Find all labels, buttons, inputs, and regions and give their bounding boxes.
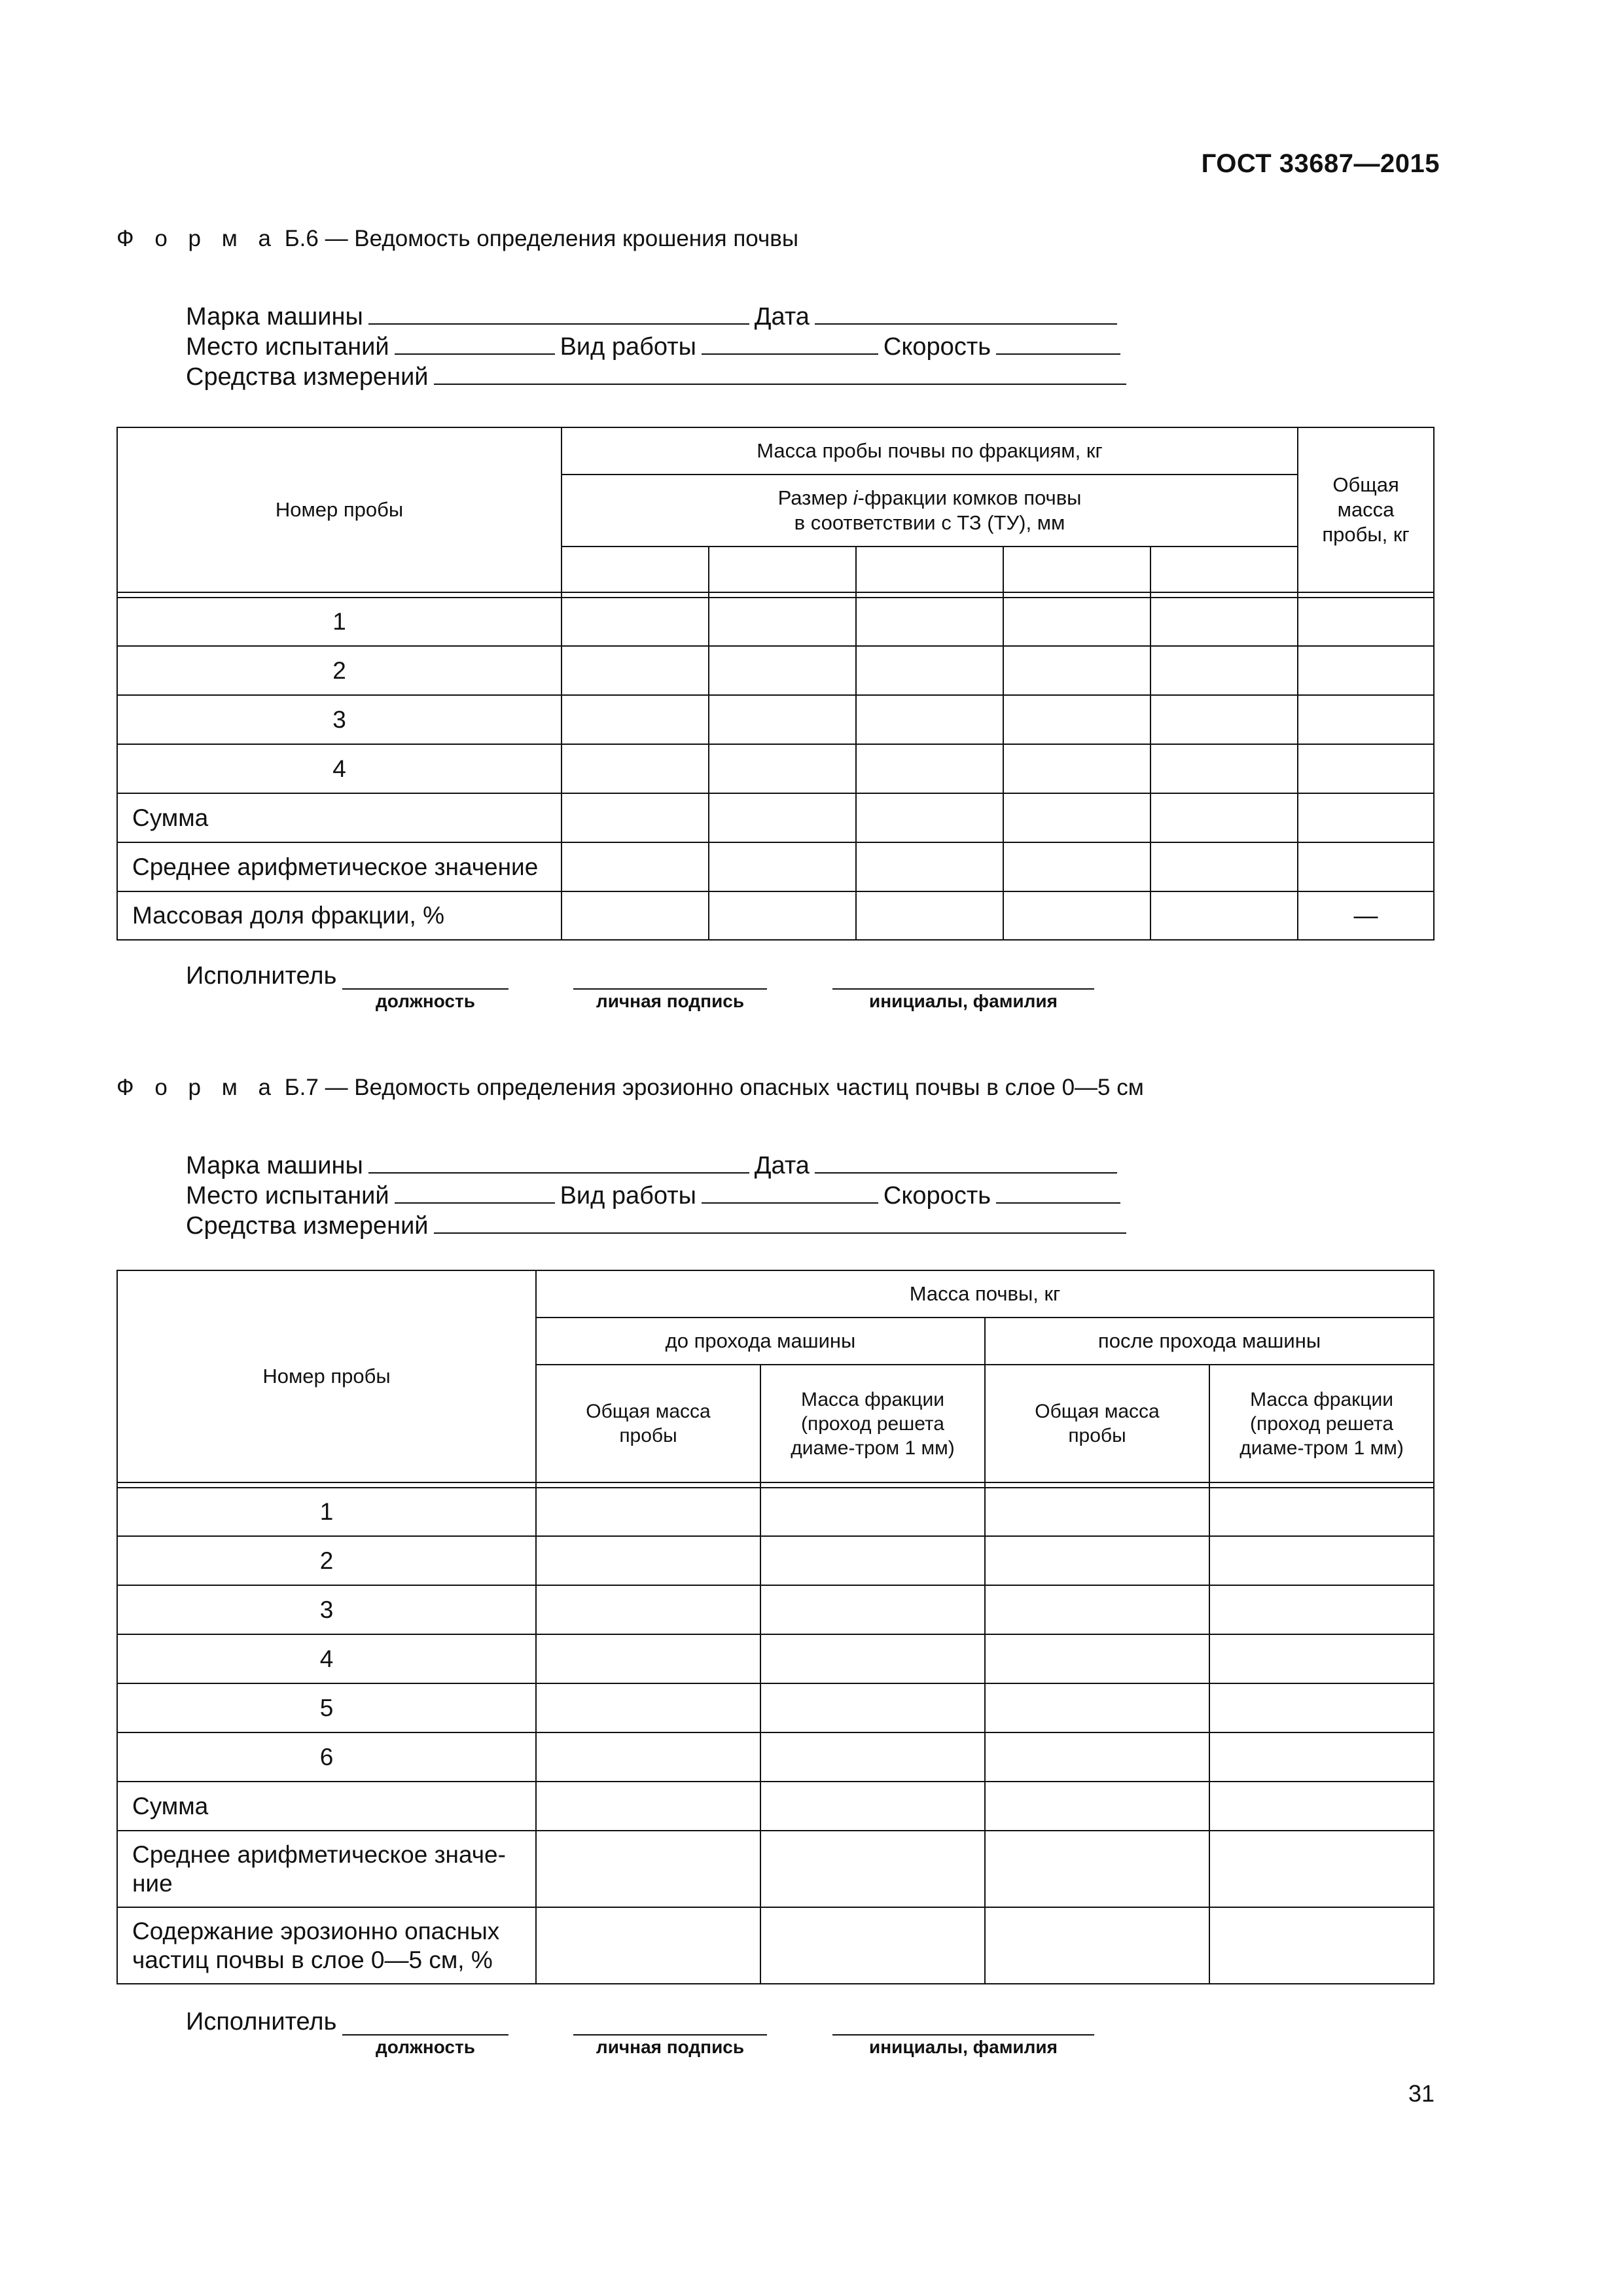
data-cell[interactable]	[1003, 646, 1150, 695]
position-line[interactable]	[342, 2033, 508, 2036]
data-cell[interactable]	[760, 1831, 985, 1907]
data-cell[interactable]	[760, 1782, 985, 1831]
data-cell[interactable]	[856, 842, 1003, 891]
row-label: Содержание эрозионно опасных частиц почвы в слое 0—5 см, %	[117, 1907, 536, 1984]
data-cell[interactable]	[1003, 891, 1150, 940]
data-cell[interactable]	[985, 1634, 1209, 1683]
data-cell[interactable]	[1209, 1488, 1434, 1536]
data-cell[interactable]	[536, 1831, 760, 1907]
executor-label: Исполнитель	[186, 2008, 337, 2036]
date-label: Дата	[754, 1152, 810, 1179]
work-label: Вид работы	[560, 1182, 696, 1210]
table-row	[117, 1907, 1434, 1984]
data-cell[interactable]	[1209, 1536, 1434, 1585]
data-cell[interactable]	[562, 695, 709, 744]
data-cell[interactable]	[1209, 1683, 1434, 1732]
place-input[interactable]	[395, 330, 555, 355]
sample-number-header: Номер пробы	[117, 427, 562, 592]
data-cell[interactable]	[1209, 1732, 1434, 1782]
form-b7-fields-row2	[186, 1179, 1126, 1211]
after-total-mass-header: Общая масса пробы	[985, 1365, 1209, 1482]
fraction-size-header: Размер i-фракции комков почвы в соответствии с ТЗ (ТУ), мм	[562, 475, 1298, 547]
data-cell[interactable]	[856, 891, 1003, 940]
data-cell[interactable]	[536, 1488, 760, 1536]
work-input[interactable]	[702, 1179, 878, 1204]
executor-label: Исполнитель	[186, 962, 337, 990]
data-cell[interactable]	[536, 1585, 760, 1634]
work-input[interactable]	[702, 330, 878, 355]
date-input[interactable]	[815, 300, 1117, 325]
data-cell[interactable]	[1003, 842, 1150, 891]
data-cell[interactable]	[1298, 744, 1434, 793]
data-cell[interactable]	[562, 744, 709, 793]
date-input[interactable]	[815, 1149, 1117, 1174]
data-cell[interactable]	[1209, 1831, 1434, 1907]
table-row	[117, 695, 1434, 744]
position-caption: должность	[376, 991, 475, 1011]
machine-input[interactable]	[368, 300, 749, 325]
row-label: 5	[117, 1683, 536, 1732]
table-row	[117, 793, 1434, 842]
data-cell[interactable]	[1150, 793, 1298, 842]
speed-label: Скорость	[883, 333, 991, 361]
machine-label: Марка машины	[186, 303, 363, 331]
signature-caption: личная подпись	[596, 991, 745, 1011]
data-cell[interactable]	[709, 646, 856, 695]
data-cell[interactable]	[1209, 1782, 1434, 1831]
data-cell[interactable]	[709, 842, 856, 891]
form-b6-prefix: Ф о р м а	[116, 226, 278, 251]
before-pass-header: до прохода машины	[536, 1318, 985, 1365]
data-cell[interactable]	[856, 695, 1003, 744]
data-cell[interactable]	[856, 646, 1003, 695]
form-b7-fields-row3	[186, 1209, 1132, 1241]
row-label: 1	[117, 1488, 536, 1536]
table-row	[117, 598, 1434, 646]
form-b7-prefix: Ф о р м а	[116, 1075, 278, 1100]
sample-number-header: Номер пробы	[117, 1270, 536, 1482]
speed-input[interactable]	[996, 1179, 1120, 1204]
table-row	[117, 1831, 1434, 1907]
data-cell[interactable]	[709, 598, 856, 646]
form-b7-title-text: Б.7 — Ведомость определения эрозионно опасных частиц почвы в слое 0—5 см	[277, 1075, 1144, 1100]
instruments-label: Средства измерений	[186, 1212, 429, 1240]
name-caption: инициалы, фамилия	[869, 2037, 1058, 2057]
data-cell[interactable]	[760, 1634, 985, 1683]
fraction-size-cell[interactable]	[562, 547, 709, 592]
machine-input[interactable]	[368, 1149, 749, 1174]
data-cell[interactable]	[562, 842, 709, 891]
standard-number: ГОСТ 33687—2015	[1201, 149, 1440, 178]
place-input[interactable]	[395, 1179, 555, 1204]
table-row	[117, 1732, 1434, 1782]
fraction-size-cell[interactable]	[709, 547, 856, 592]
name-line[interactable]	[832, 2033, 1094, 2036]
before-total-mass-header: Общая масса пробы	[536, 1365, 760, 1482]
before-fraction-mass-header: Масса фракции (проход решета диаме-тром 1 мм)	[760, 1365, 985, 1482]
data-cell[interactable]	[985, 1683, 1209, 1732]
data-cell[interactable]	[760, 1536, 985, 1585]
row-label: 2	[117, 646, 562, 695]
data-cell[interactable]	[536, 1732, 760, 1782]
date-label: Дата	[754, 303, 810, 331]
data-cell[interactable]	[1298, 842, 1434, 891]
data-cell[interactable]	[1003, 793, 1150, 842]
data-cell[interactable]	[709, 744, 856, 793]
page-number: 31	[1408, 2080, 1435, 2107]
data-cell[interactable]	[1209, 1585, 1434, 1634]
instruments-input[interactable]	[434, 1209, 1126, 1234]
row-label: 4	[117, 1634, 536, 1683]
table-row	[117, 744, 1434, 793]
form-b7-title	[116, 1075, 1144, 1101]
form-b6-table	[116, 427, 1435, 941]
fraction-size-cell[interactable]	[1150, 547, 1298, 592]
data-cell[interactable]	[1298, 646, 1434, 695]
data-cell[interactable]	[985, 1907, 1209, 1984]
data-cell[interactable]	[536, 1634, 760, 1683]
row-label: 3	[117, 695, 562, 744]
machine-label: Марка машины	[186, 1152, 363, 1179]
data-cell[interactable]	[856, 598, 1003, 646]
data-cell[interactable]	[1298, 793, 1434, 842]
row-label: 2	[117, 1536, 536, 1585]
data-cell[interactable]	[1150, 744, 1298, 793]
data-cell[interactable]	[1003, 744, 1150, 793]
form-b6-fields-row2	[186, 330, 1126, 362]
row-label: Сумма	[117, 1782, 536, 1831]
table-row	[117, 1782, 1434, 1831]
data-cell[interactable]	[562, 598, 709, 646]
data-cell[interactable]	[985, 1488, 1209, 1536]
work-label: Вид работы	[560, 333, 696, 361]
total-mass-header: Общая масса пробы, кг	[1298, 427, 1434, 592]
after-fraction-mass-header: Масса фракции (проход решета диаме-тром 1 мм)	[1209, 1365, 1434, 1482]
data-cell[interactable]	[1209, 1634, 1434, 1683]
data-cell[interactable]	[536, 1782, 760, 1831]
data-cell[interactable]	[856, 744, 1003, 793]
row-label: 6	[117, 1732, 536, 1782]
data-cell[interactable]	[760, 1683, 985, 1732]
data-cell[interactable]	[1150, 646, 1298, 695]
data-cell[interactable]	[985, 1831, 1209, 1907]
form-b6-fields-row1	[186, 300, 1122, 332]
data-cell[interactable]	[536, 1536, 760, 1585]
data-cell[interactable]	[1003, 695, 1150, 744]
speed-input[interactable]	[996, 330, 1120, 355]
data-cell[interactable]	[536, 1907, 760, 1984]
row-label: Среднее арифметическое значе-ние	[117, 1831, 536, 1907]
after-pass-header: после прохода машины	[985, 1318, 1434, 1365]
data-cell[interactable]	[1150, 842, 1298, 891]
row-label: 1	[117, 598, 562, 646]
row-label: Массовая доля фракции, %	[117, 891, 562, 940]
position-caption: должность	[376, 2037, 475, 2057]
data-cell[interactable]	[1298, 695, 1434, 744]
data-cell[interactable]	[1150, 695, 1298, 744]
row-label: Сумма	[117, 793, 562, 842]
table-row	[117, 842, 1434, 891]
form-b6-title	[116, 226, 798, 252]
data-cell[interactable]	[709, 793, 856, 842]
place-label: Место испытаний	[186, 1182, 389, 1210]
name-line[interactable]	[832, 987, 1094, 990]
instruments-label: Средства измерений	[186, 363, 429, 391]
table-row	[117, 1585, 1434, 1634]
row-label: 4	[117, 744, 562, 793]
table-row	[117, 1488, 1434, 1536]
data-cell[interactable]	[1003, 598, 1150, 646]
data-cell[interactable]	[985, 1732, 1209, 1782]
form-b6-title-text: Б.6 — Ведомость определения крошения почвы	[277, 226, 798, 251]
row-label: 3	[117, 1585, 536, 1634]
position-line[interactable]	[342, 987, 508, 990]
table-row	[117, 1536, 1434, 1585]
data-cell[interactable]	[709, 891, 856, 940]
table-row	[117, 646, 1434, 695]
place-label: Место испытаний	[186, 333, 389, 361]
signature-line[interactable]	[573, 987, 767, 990]
table-row	[117, 891, 1434, 940]
data-cell[interactable]	[985, 1585, 1209, 1634]
data-cell[interactable]	[1298, 598, 1434, 646]
data-cell[interactable]	[760, 1907, 985, 1984]
fraction-size-cell[interactable]	[856, 547, 1003, 592]
signature-caption: личная подпись	[596, 2037, 745, 2057]
row-label: Среднее арифметическое значение	[117, 842, 562, 891]
form-b7-fields-row1	[186, 1149, 1122, 1181]
fraction-size-cell[interactable]	[1003, 547, 1150, 592]
data-cell[interactable]	[985, 1536, 1209, 1585]
data-cell[interactable]	[709, 695, 856, 744]
table-row	[117, 1683, 1434, 1732]
data-cell[interactable]	[1150, 598, 1298, 646]
instruments-input[interactable]	[434, 360, 1126, 385]
data-cell[interactable]	[562, 793, 709, 842]
data-cell[interactable]	[760, 1585, 985, 1634]
form-b6-fields-row3	[186, 360, 1132, 392]
data-cell[interactable]	[760, 1732, 985, 1782]
data-cell[interactable]	[1150, 891, 1298, 940]
data-cell[interactable]	[1209, 1907, 1434, 1984]
soil-mass-header: Масса почвы, кг	[536, 1270, 1434, 1318]
data-cell[interactable]	[856, 793, 1003, 842]
form-b7-table	[116, 1270, 1435, 1984]
data-cell[interactable]	[536, 1683, 760, 1732]
data-cell[interactable]	[760, 1488, 985, 1536]
data-cell[interactable]	[562, 646, 709, 695]
mass-by-fractions-header: Масса пробы почвы по фракциям, кг	[562, 427, 1298, 475]
name-caption: инициалы, фамилия	[869, 991, 1058, 1011]
table-row	[117, 1634, 1434, 1683]
dash-cell: —	[1298, 891, 1434, 940]
data-cell[interactable]	[562, 891, 709, 940]
data-cell[interactable]	[985, 1782, 1209, 1831]
speed-label: Скорость	[883, 1182, 991, 1210]
signature-line[interactable]	[573, 2033, 767, 2036]
